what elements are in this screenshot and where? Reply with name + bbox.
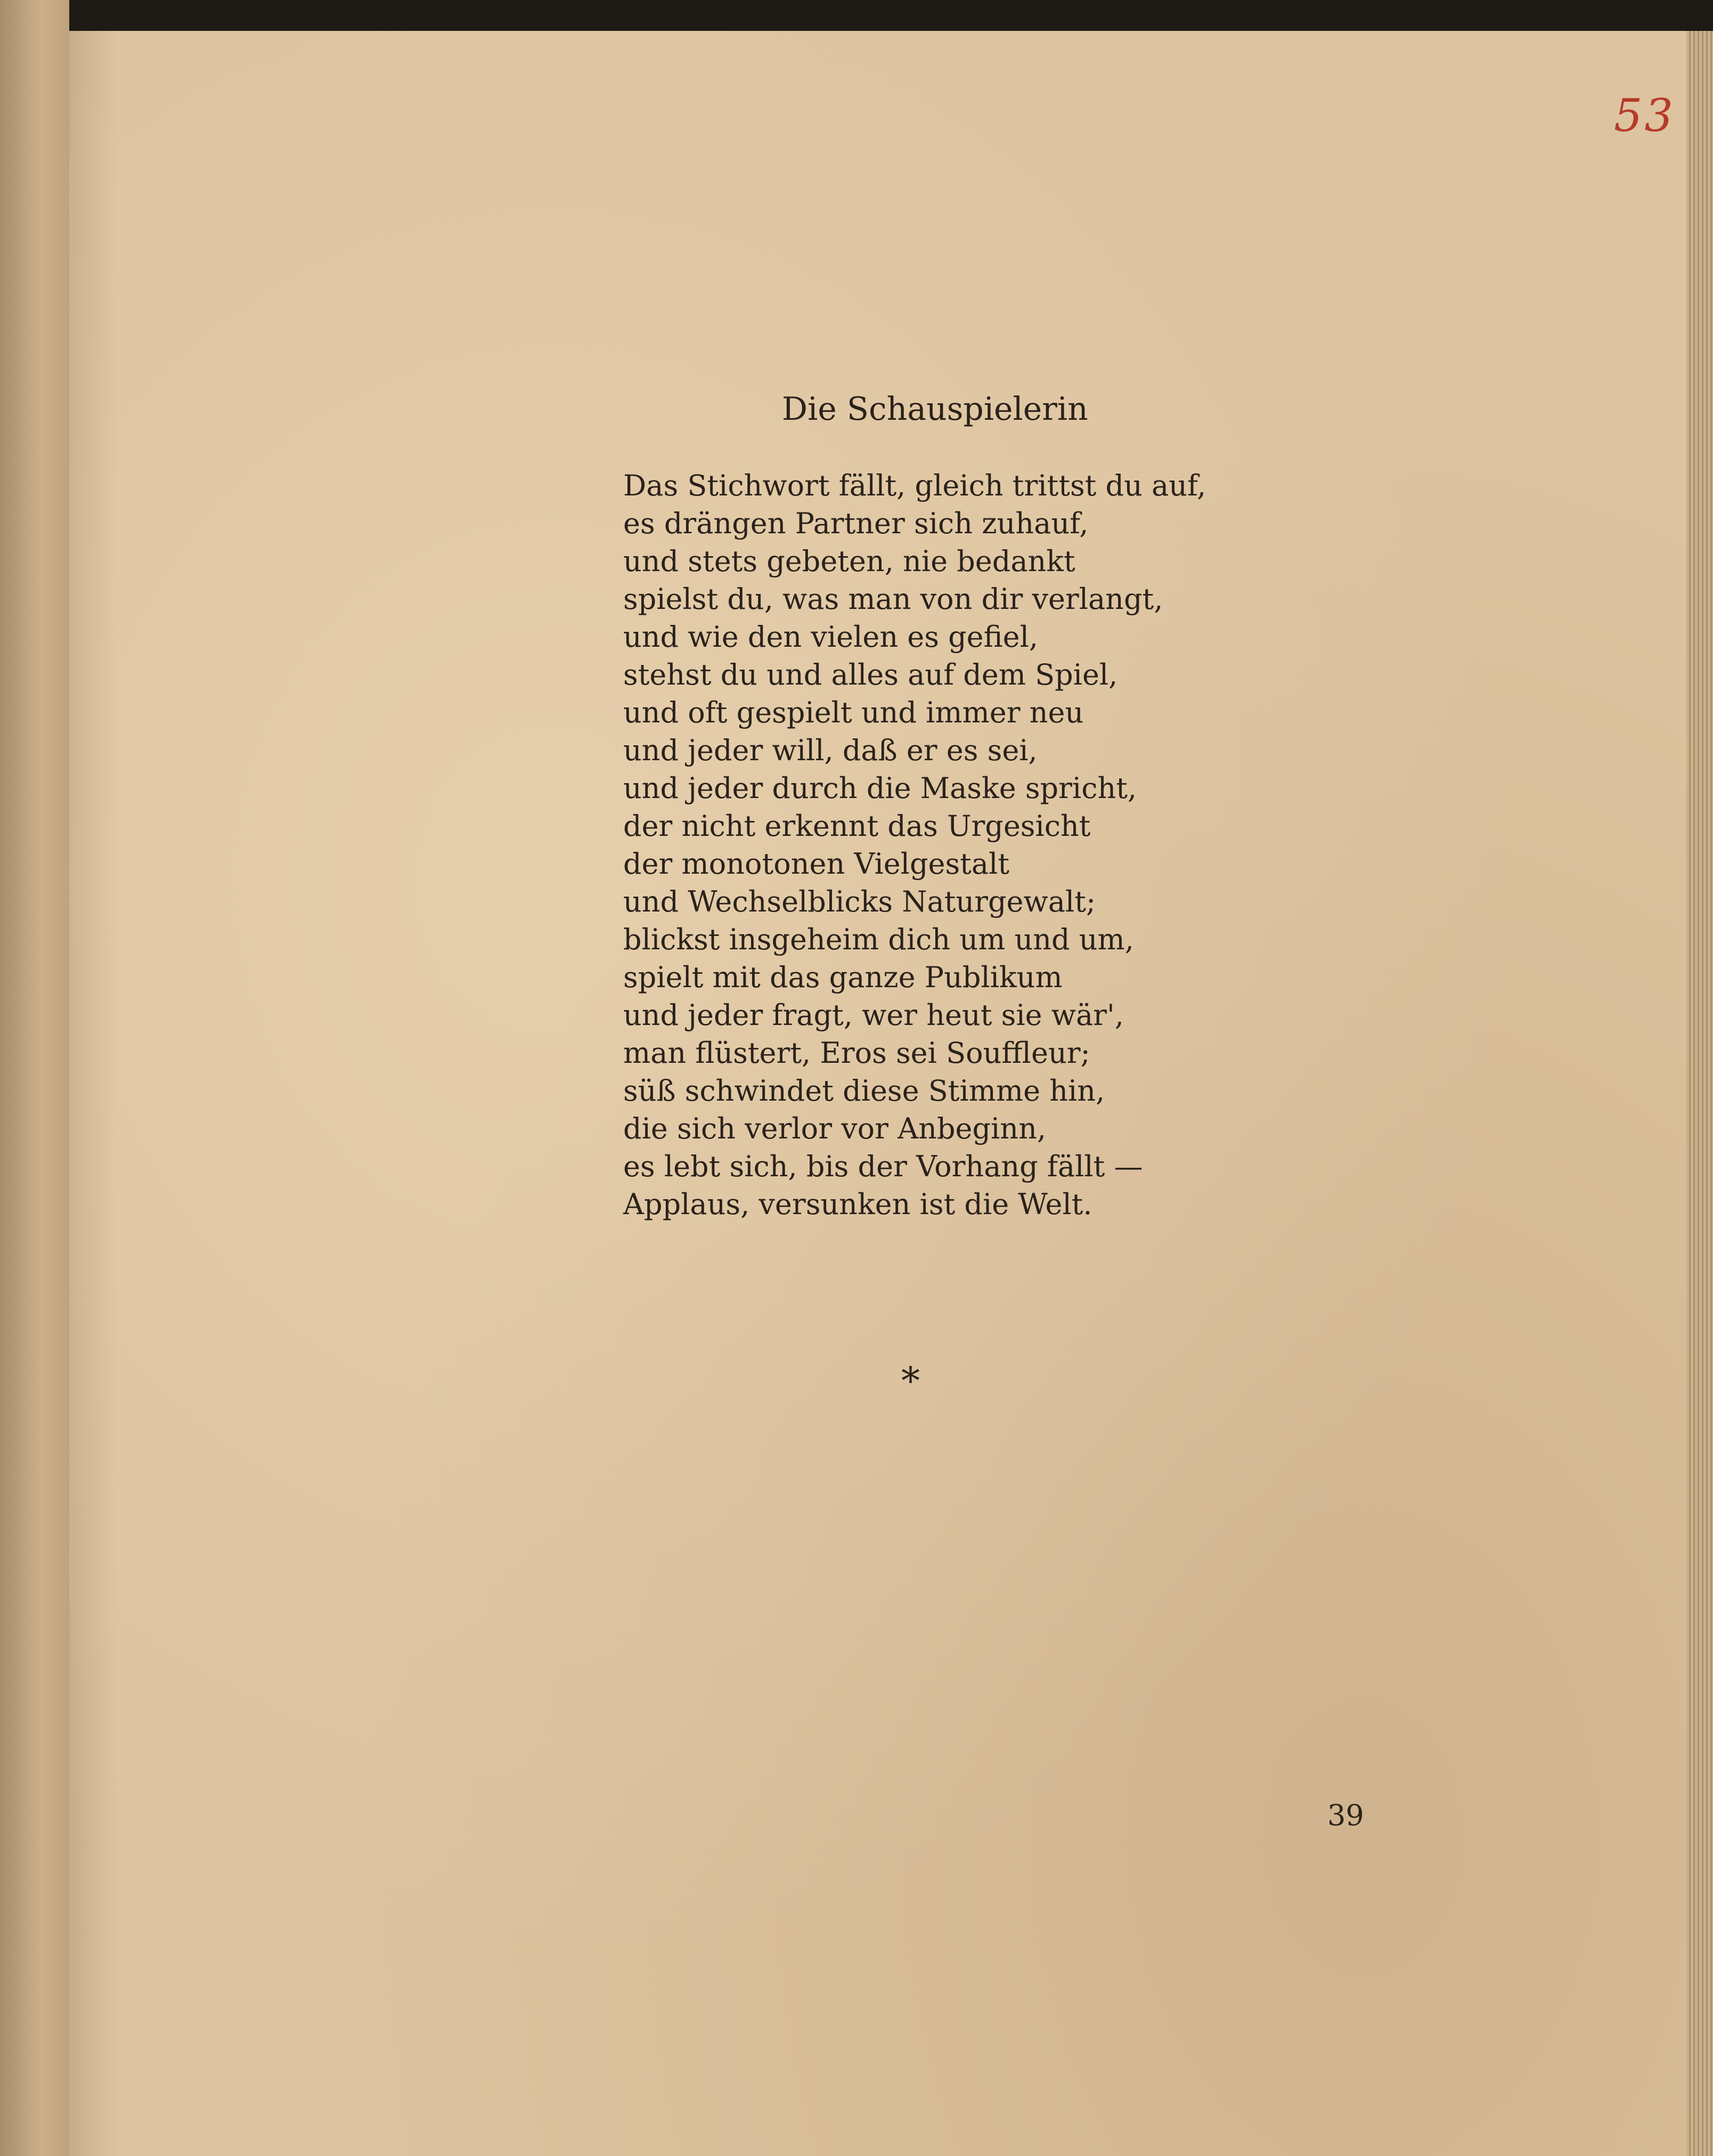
poem-line: und wie den vielen es gefiel,	[623, 620, 1039, 654]
poem-title: Die Schauspielerin	[782, 390, 1088, 428]
binding-fold	[0, 0, 69, 2156]
page-number: 39	[1327, 1799, 1364, 1832]
poem-line: der nicht erkennt das Urgesicht	[623, 809, 1091, 843]
poem-line: die sich verlor vor Anbeginn,	[623, 1112, 1047, 1145]
poem-line: der monotonen Vielgestalt	[623, 847, 1010, 881]
poem-line: man flüstert, Eros sei Souffleur;	[623, 1036, 1090, 1070]
poem-line: Applaus, versunken ist die Welt.	[623, 1187, 1092, 1221]
poem-line: und stets gebeten, nie bedankt	[623, 544, 1075, 578]
poem-line: und jeder will, daß er es sei,	[623, 734, 1038, 767]
page-edge-stack	[1686, 31, 1713, 2156]
scan-background-top	[0, 0, 1713, 31]
poem-body	[623, 467, 1206, 1223]
poem-line: süß schwindet diese Stimme hin,	[623, 1074, 1105, 1108]
poem-line: und oft gespielt und immer neu	[623, 696, 1084, 729]
poem-line: und Wechselblicks Naturgewalt;	[623, 885, 1096, 918]
handwritten-folio-mark: 53	[1614, 90, 1675, 142]
poem-line: spielt mit das ganze Publikum	[623, 961, 1063, 994]
poem-line: es lebt sich, bis der Vorhang fällt —	[623, 1150, 1143, 1183]
poem-line: Das Stichwort fällt, gleich trittst du auf,	[623, 469, 1206, 502]
asterisk-ornament: *	[901, 1359, 920, 1403]
poem-line: spielst du, was man von dir verlangt,	[623, 582, 1163, 616]
poem-line: blickst insgeheim dich um und um,	[623, 923, 1134, 956]
poem-line: stehst du und alles auf dem Spiel,	[623, 658, 1118, 691]
poem-line: und jeder fragt, wer heut sie wär',	[623, 998, 1124, 1032]
poem-line: und jeder durch die Maske spricht,	[623, 771, 1137, 805]
poem-line: es drängen Partner sich zuhauf,	[623, 507, 1089, 540]
